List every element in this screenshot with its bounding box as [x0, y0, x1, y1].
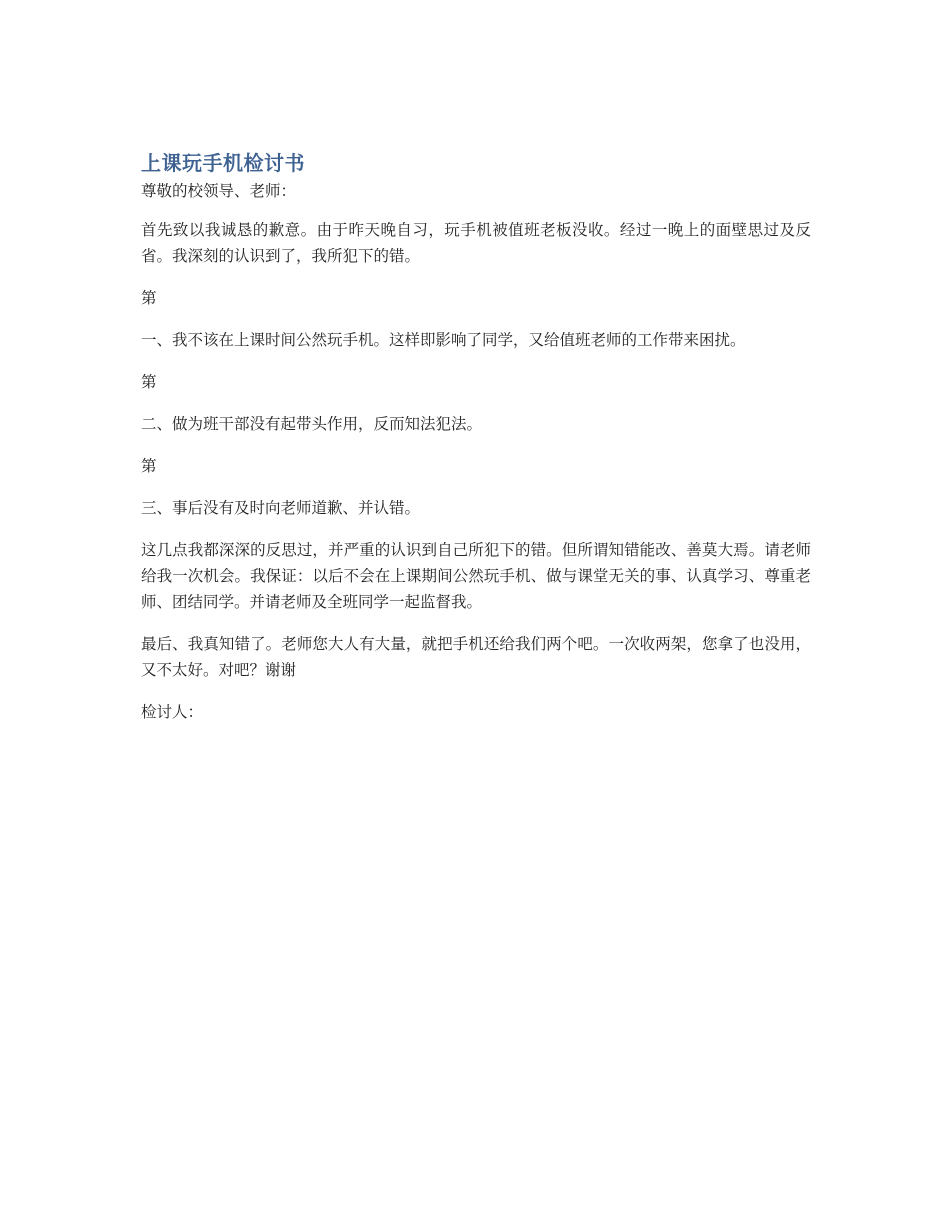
paragraph-closing: 最后、我真知错了。老师您大人有大量，就把手机还给我们两个吧。一次收两架，您拿了也没用，又不太好。对吧？谢谢	[141, 635, 811, 679]
paragraph-ordinal-3: 第	[141, 457, 157, 475]
signature-label: 检讨人：	[141, 703, 204, 721]
paragraph-intro: 首先致以我诚恳的歉意。由于昨天晚自习，玩手机被值班老板没收。经过一晚上的面壁思过及反省。我深刻的认识到了，我所犯下的错。	[141, 221, 811, 265]
document-title: 上课玩手机检讨书	[141, 151, 305, 175]
paragraph-ordinal-2: 第	[141, 373, 157, 391]
paragraph-point-1: 一、我不该在上课时间公然玩手机。这样即影响了同学，又给值班老师的工作带来困扰。	[141, 331, 746, 349]
paragraph-reflection: 这几点我都深深的反思过，并严重的认识到自己所犯下的错。但所谓知错能改、善莫大焉。请老师给我一次机会。我保证：以后不会在上课期间公然玩手机、做与课堂无关的事、认真学习、尊重老师、团结同学。并请老师及全班同学一起监督我。	[141, 541, 811, 611]
salutation: 尊敬的校领导、老师：	[141, 182, 297, 200]
paragraph-point-2: 二、做为班干部没有起带头作用，反而知法犯法。	[141, 415, 483, 433]
document-page	[141, 148, 811, 741]
paragraph-point-3: 三、事后没有及时向老师道歉、并认错。	[141, 499, 421, 517]
paragraph-ordinal-1: 第	[141, 289, 157, 307]
